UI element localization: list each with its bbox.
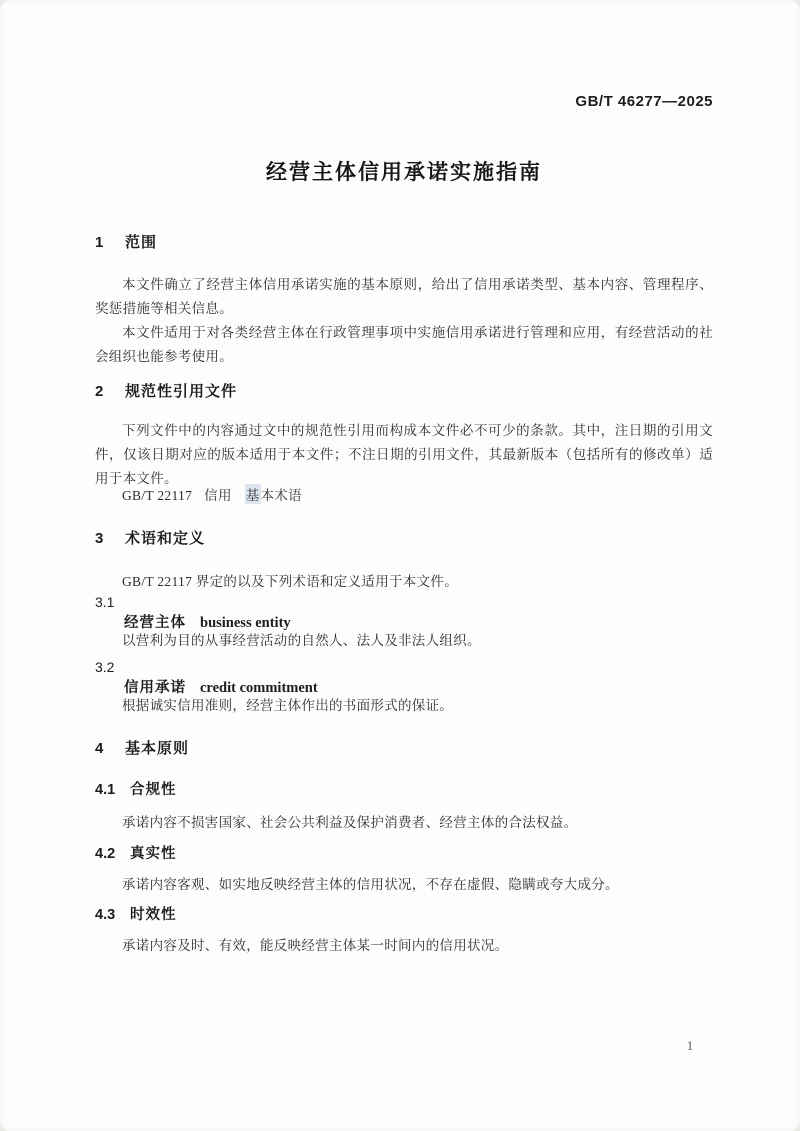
subsection-4-1-heading <box>95 780 713 800</box>
section-3-heading <box>95 529 713 549</box>
scope-paragraph-2: 本文件适用于对各类经营主体在行政管理事项中实施信用承诺进行管理和应用，有经营活动的社会组织也能参考使用。 <box>95 325 713 364</box>
subsection-4-3-title: 时效性 <box>130 907 177 923</box>
standard-code: GB/T 46277—2025 <box>575 93 713 110</box>
term-1-definition: 以营利为目的从事经营活动的自然人、法人及非法人组织。 <box>122 633 481 648</box>
term-1-chinese: 经营主体 <box>124 615 186 631</box>
subsection-4-2-text: 承诺内容客观、如实地反映经营主体的信用状况，不存在虚假、隐瞒或夸大成分。 <box>122 877 619 892</box>
section-3-number: 3 <box>95 530 104 547</box>
section-3-title: 术语和定义 <box>125 530 206 547</box>
section-2-heading <box>95 382 713 402</box>
subsection-4-3-heading <box>95 905 713 925</box>
term-2-definition: 根据诚实信用准则，经营主体作出的书面形式的保证。 <box>122 698 454 713</box>
reference-code: GB/T 22117 <box>122 488 193 503</box>
subsection-4-2-title: 真实性 <box>130 846 177 862</box>
term-2-english: credit commitment <box>200 680 318 696</box>
subsection-4-1-text: 承诺内容不损害国家、社会公共利益及保护消费者、经营主体的合法权益。 <box>122 815 578 830</box>
reference-title-rest: 本术语 <box>260 488 302 503</box>
subsection-4-1-title: 合规性 <box>130 782 177 798</box>
subsection-4-3-text: 承诺内容及时、有效，能反映经营主体某一时间内的信用状况。 <box>122 938 509 953</box>
subsection-4-2-heading <box>95 844 713 864</box>
section-4-title: 基本原则 <box>125 740 190 757</box>
scope-paragraph-1: 本文件确立了经营主体信用承诺实施的基本原则，给出了信用承诺类型、基本内容、管理程序、奖惩措施等相关信息。 <box>95 277 713 316</box>
reference-term: 信用 <box>204 488 232 503</box>
reference-entry <box>95 484 713 508</box>
section-4-heading <box>95 739 713 759</box>
section-2-number: 2 <box>95 383 104 400</box>
term-1-number: 3.1 <box>95 594 115 610</box>
section-4-number: 4 <box>95 740 104 757</box>
highlighted-text: 基 <box>245 484 261 504</box>
term-1-english: business entity <box>200 615 291 631</box>
page-number: 1 <box>686 1038 694 1053</box>
reference-title <box>245 484 302 504</box>
section-1-heading <box>95 233 713 253</box>
subsection-4-3-number: 4.3 <box>95 907 116 923</box>
term-2-chinese: 信用承诺 <box>124 680 186 696</box>
document-title: 经营主体信用承诺实施指南 <box>266 161 542 184</box>
section-1-number: 1 <box>95 234 104 251</box>
section-1-title: 范围 <box>125 234 158 251</box>
subsection-4-1-number: 4.1 <box>95 782 116 798</box>
normative-references-paragraph: 下列文件中的内容通过文中的规范性引用而构成本文件必不可少的条款。其中，注日期的引用文件，仅该日期对应的版本适用于本文件；不注日期的引用文件，其最新版本（包括所有的修改单）适用于本文件。 <box>95 423 713 486</box>
term-2-number: 3.2 <box>95 659 115 675</box>
terms-intro: GB/T 22117 界定的以及下列术语和定义适用于本文件。 <box>122 574 459 589</box>
section-2-title: 规范性引用文件 <box>125 383 238 400</box>
subsection-4-2-number: 4.2 <box>95 846 116 862</box>
